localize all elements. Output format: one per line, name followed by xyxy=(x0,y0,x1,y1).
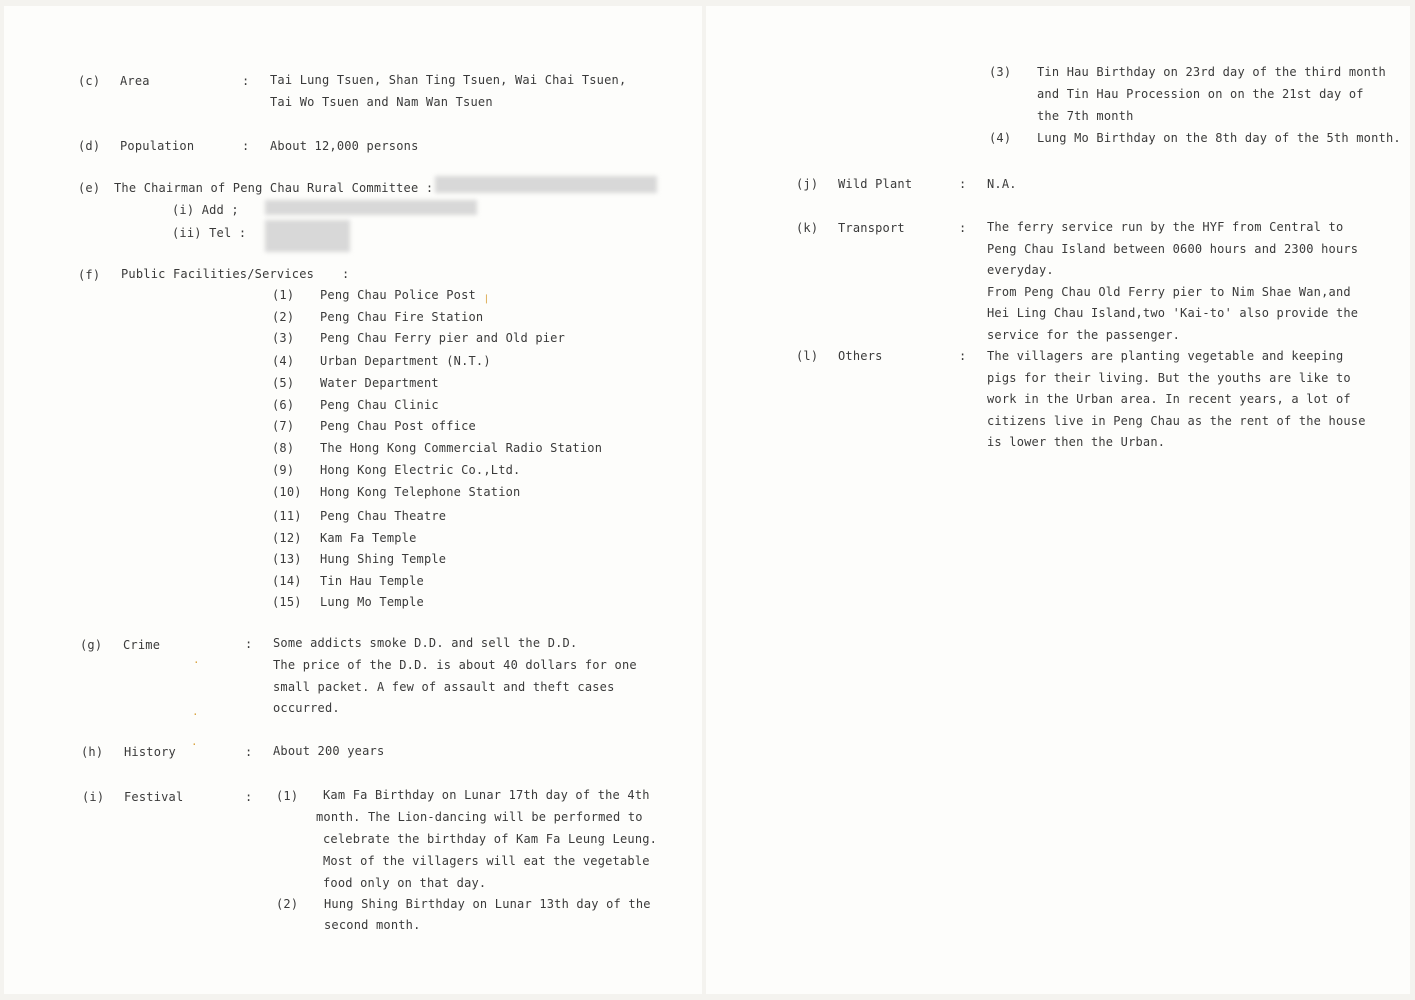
list-item-number: (1) xyxy=(272,288,295,302)
others-line-3: work in the Urban area. In recent years, a lot of xyxy=(987,392,1351,406)
area-colon: : xyxy=(242,74,250,88)
item-g-letter: (g) xyxy=(80,638,103,652)
list-item-number: (15) xyxy=(272,595,302,609)
list-item-number: (12) xyxy=(272,531,302,545)
stain-mark: · xyxy=(192,708,199,721)
list-item-number: (13) xyxy=(272,552,302,566)
item-h-letter: (h) xyxy=(81,745,104,759)
item-l-letter: (l) xyxy=(796,349,819,363)
list-item-text: Hung Shing Temple xyxy=(320,552,447,566)
festival-1-line-1: Kam Fa Birthday on Lunar 17th day of the 4th xyxy=(323,788,650,802)
chairman-tel-label: (ii) Tel : xyxy=(172,226,247,240)
list-item-number: (14) xyxy=(272,574,302,588)
transport-label: Transport xyxy=(838,221,905,235)
list-item-text: The Hong Kong Commercial Radio Station xyxy=(320,441,603,455)
facilities-colon: : xyxy=(342,267,350,281)
others-label: Others xyxy=(838,349,883,363)
festival-2-line-1: Hung Shing Birthday on Lunar 13th day of the xyxy=(324,897,651,911)
transport-line-5: Hei Ling Chau Island,two 'Kai-to' also provide the xyxy=(987,306,1359,320)
transport-line-2: Peng Chau Island between 0600 hours and 2300 hours xyxy=(987,242,1359,256)
list-item-number: (8) xyxy=(272,441,295,455)
festival-3-line-3: the 7th month xyxy=(1037,109,1134,123)
others-line-2: pigs for their living. But the youths are like to xyxy=(987,371,1351,385)
list-item-text: Lung Mo Temple xyxy=(320,595,424,609)
item-f-letter: (f) xyxy=(78,268,101,282)
list-item-number: (7) xyxy=(272,419,295,433)
festival-1-number: (1) xyxy=(276,789,299,803)
wild-plant-value: N.A. xyxy=(987,177,1017,191)
list-item-text: Tin Hau Temple xyxy=(320,574,424,588)
list-item-text: Peng Chau Fire Station xyxy=(320,310,484,324)
area-line-1: Tai Lung Tsuen, Shan Ting Tsuen, Wai Chai Tsuen, xyxy=(270,73,627,87)
festival-2-number: (2) xyxy=(276,897,299,911)
redacted-chairman-name xyxy=(435,176,657,193)
festival-label: Festival xyxy=(124,790,184,804)
item-e-letter: (e) xyxy=(78,181,101,195)
crime-colon: : xyxy=(245,637,253,651)
list-item-number: (6) xyxy=(272,398,295,412)
festival-colon: : xyxy=(245,790,253,804)
transport-colon: : xyxy=(959,221,967,235)
others-colon: : xyxy=(959,349,967,363)
right-page xyxy=(706,6,1410,994)
list-item-text: Peng Chau Ferry pier and Old pier xyxy=(320,331,566,345)
population-value: About 12,000 persons xyxy=(270,139,419,153)
stain-mark: ❘ xyxy=(483,292,490,305)
stain-mark: · xyxy=(191,738,198,751)
area-line-2: Tai Wo Tsuen and Nam Wan Tsuen xyxy=(270,95,493,109)
chairman-address-label: (i) Add ; xyxy=(172,203,239,217)
festival-1-line-2: month. The Lion-dancing will be performed to xyxy=(316,810,643,824)
crime-label: Crime xyxy=(123,638,161,652)
item-k-letter: (k) xyxy=(796,221,819,235)
list-item-text: Water Department xyxy=(320,376,439,390)
festival-1-line-4: Most of the villagers will eat the vegetable xyxy=(323,854,650,868)
list-item-number: (9) xyxy=(272,463,295,477)
festival-2-line-2: second month. xyxy=(324,918,421,932)
others-line-1: The villagers are planting vegetable and keeping xyxy=(987,349,1344,363)
facilities-label: Public Facilities/Services xyxy=(121,267,315,281)
list-item-number: (4) xyxy=(272,354,295,368)
history-value: About 200 years xyxy=(273,744,385,758)
list-item-text: Hong Kong Telephone Station xyxy=(320,485,521,499)
transport-line-3: everyday. xyxy=(987,263,1054,277)
item-i-letter: (i) xyxy=(82,790,105,804)
list-item-number: (10) xyxy=(272,485,302,499)
redacted-telephone xyxy=(265,220,350,252)
population-colon: : xyxy=(242,139,250,153)
list-item-text: Peng Chau Clinic xyxy=(320,398,439,412)
crime-line-1: Some addicts smoke D.D. and sell the D.D. xyxy=(273,636,578,650)
list-item-text: Urban Department (N.T.) xyxy=(320,354,491,368)
stain-mark: · xyxy=(193,656,200,669)
item-j-letter: (j) xyxy=(796,177,819,191)
history-label: History xyxy=(124,745,176,759)
item-d-letter: (d) xyxy=(78,139,101,153)
crime-line-4: occurred. xyxy=(273,701,340,715)
list-item-text: Kam Fa Temple xyxy=(320,531,417,545)
wild-plant-label: Wild Plant xyxy=(838,177,913,191)
others-line-5: is lower then the Urban. xyxy=(987,435,1166,449)
transport-line-1: The ferry service run by the HYF from Central to xyxy=(987,220,1344,234)
list-item-number: (3) xyxy=(272,331,295,345)
list-item-number: (11) xyxy=(272,509,302,523)
festival-4-text: Lung Mo Birthday on the 8th day of the 5th month. xyxy=(1037,131,1401,145)
festival-4-number: (4) xyxy=(989,131,1012,145)
festival-3-number: (3) xyxy=(989,65,1012,79)
list-item-text: Hong Kong Electric Co.,Ltd. xyxy=(320,463,521,477)
festival-1-line-5: food only on that day. xyxy=(323,876,487,890)
area-label: Area xyxy=(120,74,150,88)
population-label: Population xyxy=(120,139,195,153)
list-item-number: (5) xyxy=(272,376,295,390)
crime-line-2: The price of the D.D. is about 40 dollars for one xyxy=(273,658,637,672)
redacted-address xyxy=(265,200,477,215)
transport-line-6: service for the passenger. xyxy=(987,328,1181,342)
list-item-text: Peng Chau Theatre xyxy=(320,509,447,523)
transport-line-4: From Peng Chau Old Ferry pier to Nim Shae Wan,and xyxy=(987,285,1351,299)
others-line-4: citizens live in Peng Chau as the rent of the house xyxy=(987,414,1366,428)
history-colon: : xyxy=(245,745,253,759)
list-item-text: Peng Chau Post office xyxy=(320,419,476,433)
festival-1-line-3: celebrate the birthday of Kam Fa Leung Leung. xyxy=(323,832,658,846)
festival-3-line-1: Tin Hau Birthday on 23rd day of the third month xyxy=(1037,65,1386,79)
crime-line-3: small packet. A few of assault and theft cases xyxy=(273,680,615,694)
list-item-number: (2) xyxy=(272,310,295,324)
festival-3-line-2: and Tin Hau Procession on on the 21st day of xyxy=(1037,87,1364,101)
wild-plant-colon: : xyxy=(959,177,967,191)
chairman-label: The Chairman of Peng Chau Rural Committee : xyxy=(114,181,434,195)
item-c-letter: (c) xyxy=(78,74,101,88)
list-item-text: Peng Chau Police Post xyxy=(320,288,476,302)
